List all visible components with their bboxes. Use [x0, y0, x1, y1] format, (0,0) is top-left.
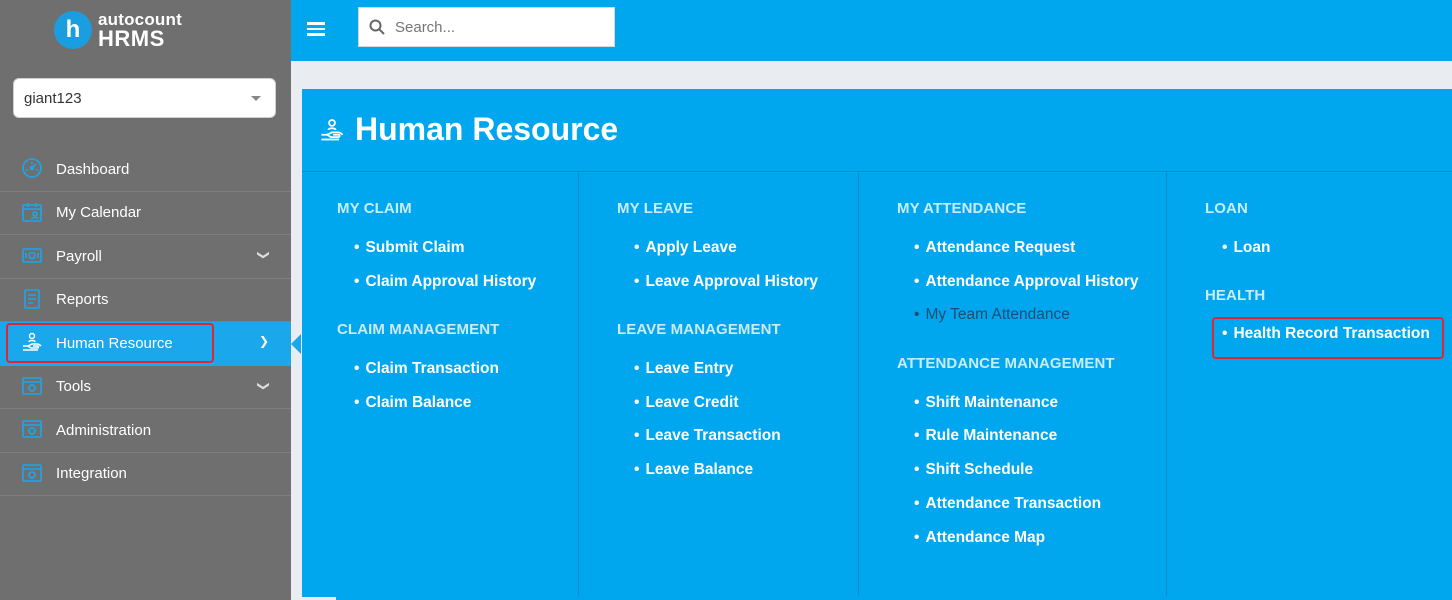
link-attendance-request[interactable]: • Attendance Request [914, 239, 1075, 257]
sidebar-item-human-resource[interactable] [0, 322, 291, 366]
sidebar-item-label: Payroll [56, 247, 102, 265]
link-health-record-transaction[interactable]: • Health Record Transaction [1212, 317, 1444, 359]
sidebar-item-reports[interactable] [0, 279, 291, 323]
link-shift-maintenance[interactable]: • Shift Maintenance [914, 394, 1058, 412]
logo-brand-text: autocount [98, 9, 182, 29]
link-attendance-approval-history[interactable]: • Attendance Approval History [914, 273, 1138, 291]
calendar-user-icon [21, 201, 43, 223]
section-heading: LOAN [1205, 200, 1248, 217]
link-leave-credit[interactable]: • Leave Credit [634, 394, 738, 412]
sidebar-item-label: Reports [56, 291, 109, 309]
hamburger-menu-icon[interactable] [307, 22, 325, 36]
human-resource-panel [302, 89, 1452, 597]
money-icon [21, 244, 43, 266]
section-heading: MY ATTENDANCE [897, 200, 1027, 217]
link-leave-approval-history[interactable]: • Leave Approval History [634, 273, 818, 291]
report-icon [21, 288, 43, 310]
sidebar-item-label: Administration [56, 421, 152, 439]
section-heading: MY LEAVE [617, 200, 694, 217]
sidebar-item-label: Dashboard [56, 160, 130, 178]
admin-icon [21, 418, 43, 440]
search-input[interactable] [395, 19, 595, 36]
link-attendance-map[interactable]: • Attendance Map [914, 529, 1045, 547]
tools-icon [21, 375, 43, 397]
link-attendance-transaction[interactable]: • Attendance Transaction [914, 495, 1101, 513]
app-logo[interactable] [54, 10, 182, 50]
link-claim-approval-history[interactable]: • Claim Approval History [354, 273, 536, 291]
sidebar [0, 0, 291, 600]
section-heading: HEALTH [1205, 287, 1266, 304]
link-claim-balance[interactable]: • Claim Balance [354, 394, 471, 412]
link-submit-claim[interactable]: • Submit Claim [354, 239, 464, 257]
caret-down-icon [251, 96, 261, 101]
sidebar-item-label: Integration [56, 465, 127, 483]
chevron-down-icon: ❯ [256, 380, 271, 391]
logo-badge: h [54, 11, 92, 49]
link-loan[interactable]: • Loan [1222, 239, 1270, 257]
tenant-select-value: giant123 [24, 89, 82, 107]
logo-product-text: HRMS [98, 25, 165, 51]
link-leave-transaction[interactable]: • Leave Transaction [634, 427, 781, 445]
sidebar-item-my-calendar[interactable] [0, 192, 291, 236]
panel-title-text: Human Resource [355, 111, 619, 147]
tenant-select[interactable] [13, 78, 276, 118]
section-heading: LEAVE MANAGEMENT [617, 321, 781, 338]
menu-column-claim [302, 172, 579, 598]
link-shift-schedule[interactable]: • Shift Schedule [914, 461, 1033, 479]
sidebar-item-integration[interactable] [0, 453, 291, 497]
panel-title [319, 111, 618, 148]
sidebar-item-tools[interactable] [0, 366, 291, 410]
link-leave-entry[interactable]: • Leave Entry [634, 360, 733, 378]
section-heading: CLAIM MANAGEMENT [337, 321, 500, 338]
highlight-box [6, 323, 214, 363]
menu-column-attendance [859, 172, 1167, 598]
menu-column-leave [579, 172, 859, 598]
integration-icon [21, 462, 43, 484]
active-pointer [291, 334, 301, 354]
sidebar-item-administration[interactable] [0, 409, 291, 453]
search-icon [369, 19, 385, 35]
sidebar-item-label: Tools [56, 378, 92, 396]
hand-person-icon [319, 117, 345, 143]
link-leave-balance[interactable]: • Leave Balance [634, 461, 753, 479]
sidebar-menu [0, 148, 291, 496]
panel-bottom-edge [336, 596, 1452, 600]
chevron-down-icon: ❯ [256, 249, 271, 261]
sidebar-item-payroll[interactable] [0, 235, 291, 279]
sidebar-item-label: My Calendar [56, 204, 142, 222]
section-heading: ATTENDANCE MANAGEMENT [897, 355, 1115, 372]
link-apply-leave[interactable]: • Apply Leave [634, 239, 737, 257]
sidebar-item-dashboard[interactable] [0, 148, 291, 192]
section-heading: MY CLAIM [337, 200, 412, 217]
sidebar-item-label: Human Resource [56, 334, 173, 352]
gauge-icon [21, 157, 43, 179]
link-claim-transaction[interactable]: • Claim Transaction [354, 360, 499, 378]
chevron-right-icon: ❯ [258, 334, 269, 348]
link-my-team-attendance[interactable]: • My Team Attendance [914, 306, 1070, 324]
panel-body [302, 171, 1452, 597]
top-bar [291, 0, 1452, 61]
search-box[interactable] [358, 7, 615, 47]
link-rule-maintenance[interactable]: • Rule Maintenance [914, 427, 1057, 445]
menu-column-loan-health [1167, 172, 1452, 598]
